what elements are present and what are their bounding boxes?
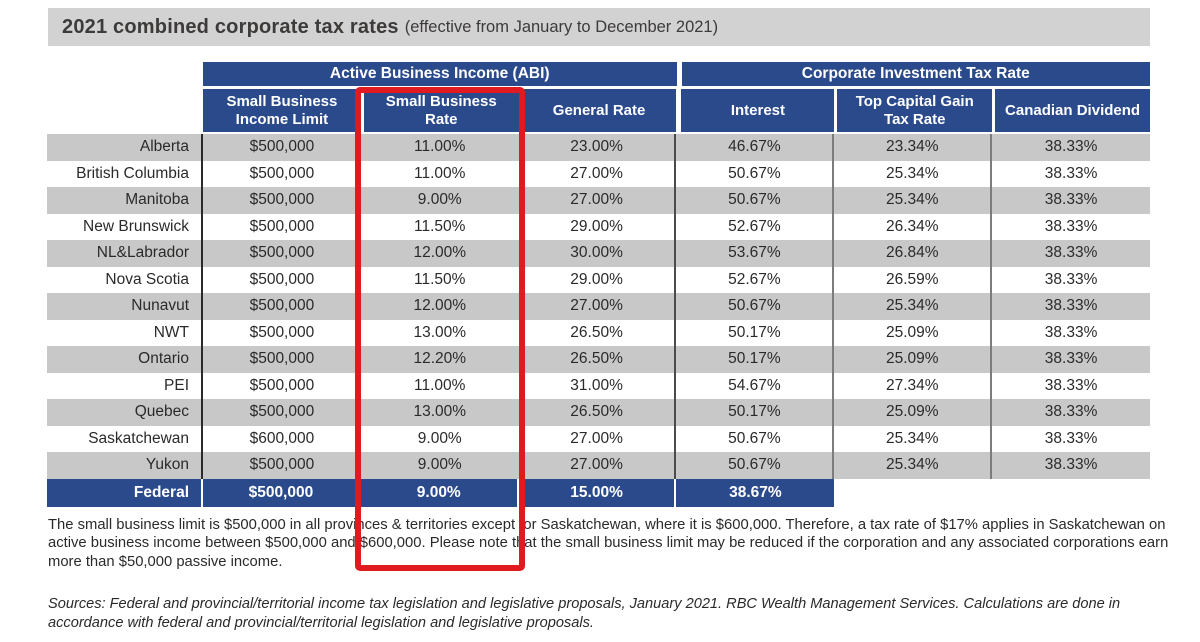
cell-small-business-income-limit: $500,000	[203, 187, 361, 214]
cell-canadian-dividend: 38.33%	[992, 267, 1150, 294]
cell-top-capital-gain-tax-rate: 25.34%	[834, 452, 992, 479]
cell-small-business-rate: 11.00%	[361, 134, 519, 161]
table-row	[47, 214, 1150, 241]
cell-general-rate: 23.00%	[519, 134, 677, 161]
cell-general-rate: 27.00%	[519, 426, 677, 453]
row-label: Yukon	[47, 452, 203, 479]
cell-canadian-dividend: 38.33%	[992, 134, 1150, 161]
row-label: NWT	[47, 320, 203, 347]
cell-interest: 46.67%	[676, 134, 834, 161]
cell-general-rate: 26.50%	[519, 346, 677, 373]
cell-small-business-rate: 12.20%	[361, 346, 519, 373]
table-row	[47, 187, 1150, 214]
cell-canadian-dividend: 38.33%	[992, 161, 1150, 188]
cell-interest: 50.67%	[676, 452, 834, 479]
cell-interest: 50.17%	[676, 346, 834, 373]
cell-top-capital-gain-tax-rate: 25.34%	[834, 161, 992, 188]
col-header-small-business-rate: Small Business Rate	[361, 89, 519, 132]
cell-interest: 38.67%	[676, 479, 834, 507]
row-label: Quebec	[47, 399, 203, 426]
column-header-spacer	[47, 89, 203, 132]
cell-small-business-income-limit: $500,000	[203, 452, 361, 479]
cell-top-capital-gain-tax-rate: 25.09%	[834, 346, 992, 373]
cell-general-rate: 26.50%	[519, 399, 677, 426]
cell-interest: 52.67%	[676, 214, 834, 241]
col-header-small-business-income-limit: Small Business Income Limit	[203, 89, 361, 132]
cell-small-business-rate: 9.00%	[361, 426, 519, 453]
cell-small-business-income-limit: $500,000	[203, 267, 361, 294]
cell-interest: 50.67%	[676, 426, 834, 453]
cell-interest: 52.67%	[676, 267, 834, 294]
cell-canadian-dividend: 38.33%	[992, 452, 1150, 479]
table-row	[47, 293, 1150, 320]
cell-top-capital-gain-tax-rate: 26.84%	[834, 240, 992, 267]
table-row	[47, 134, 1150, 161]
group-header-spacer	[47, 62, 203, 86]
cell-interest: 50.17%	[676, 399, 834, 426]
cell-general-rate: 29.00%	[519, 267, 677, 294]
col-header-canadian-dividend: Canadian Dividend	[992, 89, 1150, 132]
cell-general-rate: 30.00%	[519, 240, 677, 267]
cell-top-capital-gain-tax-rate	[834, 479, 992, 507]
cell-top-capital-gain-tax-rate: 25.09%	[834, 320, 992, 347]
group-header-corporate-investment: Corporate Investment Tax Rate	[677, 62, 1151, 86]
table-row	[47, 346, 1150, 373]
cell-small-business-rate: 9.00%	[361, 479, 519, 507]
table-row	[47, 399, 1150, 426]
row-label: Alberta	[47, 134, 203, 161]
cell-canadian-dividend: 38.33%	[992, 320, 1150, 347]
table-row	[47, 426, 1150, 453]
cell-small-business-rate: 11.50%	[361, 267, 519, 294]
cell-small-business-rate: 11.00%	[361, 161, 519, 188]
col-header-top-capital-gain-tax-rate: Top Capital Gain Tax Rate	[834, 89, 992, 132]
table-body	[47, 134, 1150, 507]
footnote-text: The small business limit is $500,000 in all provinces & territories except for Saskatchewan, where it is $600,000. Therefore, a tax rate of $17% applies in Saskatchewan on active business income between $500,000 and $600,000. Please note that the small business limit may be reduced if the corporation and any associated corporations earn more than $50,000 passive income.	[48, 517, 1169, 570]
cell-top-capital-gain-tax-rate: 25.34%	[834, 187, 992, 214]
row-label: Federal	[47, 479, 203, 507]
tax-rate-table	[47, 62, 1150, 507]
row-label: Manitoba	[47, 187, 203, 214]
col-header-interest: Interest	[676, 89, 834, 132]
table-row	[47, 320, 1150, 347]
cell-small-business-rate: 12.00%	[361, 293, 519, 320]
cell-interest: 53.67%	[676, 240, 834, 267]
row-label: Nova Scotia	[47, 267, 203, 294]
cell-small-business-income-limit: $500,000	[203, 320, 361, 347]
cell-interest: 50.67%	[676, 187, 834, 214]
cell-small-business-rate: 11.00%	[361, 373, 519, 400]
cell-canadian-dividend: 38.33%	[992, 426, 1150, 453]
cell-general-rate: 27.00%	[519, 161, 677, 188]
cell-top-capital-gain-tax-rate: 25.09%	[834, 399, 992, 426]
row-label: British Columbia	[47, 161, 203, 188]
table-row	[47, 267, 1150, 294]
cell-small-business-income-limit: $500,000	[203, 399, 361, 426]
cell-canadian-dividend: 38.33%	[992, 399, 1150, 426]
row-label: Ontario	[47, 346, 203, 373]
cell-general-rate: 15.00%	[519, 479, 677, 507]
cell-small-business-income-limit: $500,000	[203, 134, 361, 161]
cell-top-capital-gain-tax-rate: 25.34%	[834, 293, 992, 320]
group-header-active-business-income: Active Business Income (ABI)	[203, 62, 677, 86]
cell-small-business-income-limit: $500,000	[203, 293, 361, 320]
cell-general-rate: 27.00%	[519, 452, 677, 479]
row-label: NL&Labrador	[47, 240, 203, 267]
page-title-suffix: (effective from January to December 2021)	[404, 17, 719, 36]
cell-top-capital-gain-tax-rate: 27.34%	[834, 373, 992, 400]
cell-top-capital-gain-tax-rate: 25.34%	[834, 426, 992, 453]
cell-canadian-dividend	[992, 479, 1150, 507]
cell-small-business-income-limit: $500,000	[203, 161, 361, 188]
cell-top-capital-gain-tax-rate: 23.34%	[834, 134, 992, 161]
cell-general-rate: 31.00%	[519, 373, 677, 400]
cell-general-rate: 26.50%	[519, 320, 677, 347]
col-header-general-rate: General Rate	[519, 89, 677, 132]
page-title: 2021 combined corporate tax rates	[62, 15, 399, 38]
cell-small-business-rate: 11.50%	[361, 214, 519, 241]
cell-canadian-dividend: 38.33%	[992, 293, 1150, 320]
cell-general-rate: 27.00%	[519, 293, 677, 320]
row-label: Saskatchewan	[47, 426, 203, 453]
cell-general-rate: 29.00%	[519, 214, 677, 241]
column-group-header-row	[47, 62, 1150, 86]
cell-small-business-income-limit: $500,000	[203, 240, 361, 267]
cell-general-rate: 27.00%	[519, 187, 677, 214]
cell-small-business-income-limit: $500,000	[203, 479, 361, 507]
table-row	[47, 452, 1150, 479]
cell-small-business-rate: 13.00%	[361, 320, 519, 347]
cell-interest: 50.17%	[676, 320, 834, 347]
cell-canadian-dividend: 38.33%	[992, 214, 1150, 241]
column-header-row	[47, 89, 1150, 132]
title-bar	[48, 8, 1150, 46]
cell-small-business-rate: 13.00%	[361, 399, 519, 426]
cell-small-business-income-limit: $500,000	[203, 214, 361, 241]
cell-interest: 50.67%	[676, 293, 834, 320]
row-label: PEI	[47, 373, 203, 400]
cell-canadian-dividend: 38.33%	[992, 240, 1150, 267]
cell-small-business-income-limit: $600,000	[203, 426, 361, 453]
table-row	[47, 240, 1150, 267]
cell-canadian-dividend: 38.33%	[992, 187, 1150, 214]
cell-canadian-dividend: 38.33%	[992, 373, 1150, 400]
table-row	[47, 479, 1150, 507]
cell-top-capital-gain-tax-rate: 26.59%	[834, 267, 992, 294]
sources-note: Sources: Federal and provincial/territorial income tax legislation and legislative proposals, January 2021. RBC Wealth Management Services. Calculations are done in accordance with federal and provincial/territorial legislation and legislative proposals.	[48, 596, 1121, 631]
row-label: New Brunswick	[47, 214, 203, 241]
cell-small-business-income-limit: $500,000	[203, 373, 361, 400]
cell-interest: 50.67%	[676, 161, 834, 188]
cell-small-business-rate: 9.00%	[361, 187, 519, 214]
cell-canadian-dividend: 38.33%	[992, 346, 1150, 373]
cell-interest: 54.67%	[676, 373, 834, 400]
cell-top-capital-gain-tax-rate: 26.34%	[834, 214, 992, 241]
row-label: Nunavut	[47, 293, 203, 320]
cell-small-business-rate: 9.00%	[361, 452, 519, 479]
table-row	[47, 373, 1150, 400]
cell-small-business-rate: 12.00%	[361, 240, 519, 267]
table-row	[47, 161, 1150, 188]
cell-small-business-income-limit: $500,000	[203, 346, 361, 373]
